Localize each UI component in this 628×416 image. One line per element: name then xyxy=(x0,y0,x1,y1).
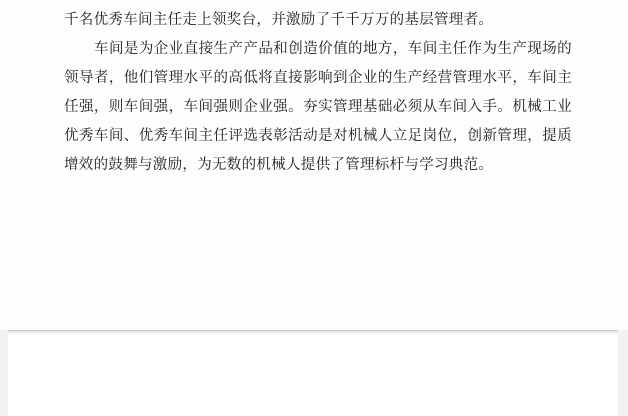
paragraph-body: 车间是为企业直接生产产品和创造价值的地方，车间主任作为生产现场的领导者，他们管理水平的高低将直接影响到企业的生产经营管理水平，车间主任强，则车间强，车间强则企业强。夯实管理基础必须从车间入手。机械工业优秀车间、优秀车间主任评选表彰活动是对机械人立足岗位，创新管理，提质增效的鼓舞与激励，为无数的机械人提供了管理标杆与学习典范。 xyxy=(64,41,572,173)
document-text-body xyxy=(64,0,572,180)
page-separator-zone xyxy=(0,330,628,416)
page-footer-area xyxy=(8,335,618,416)
paragraph-continuation: 千名优秀车间主任走上领奖台，并激励了千千万万的基层管理者。 xyxy=(64,12,494,28)
